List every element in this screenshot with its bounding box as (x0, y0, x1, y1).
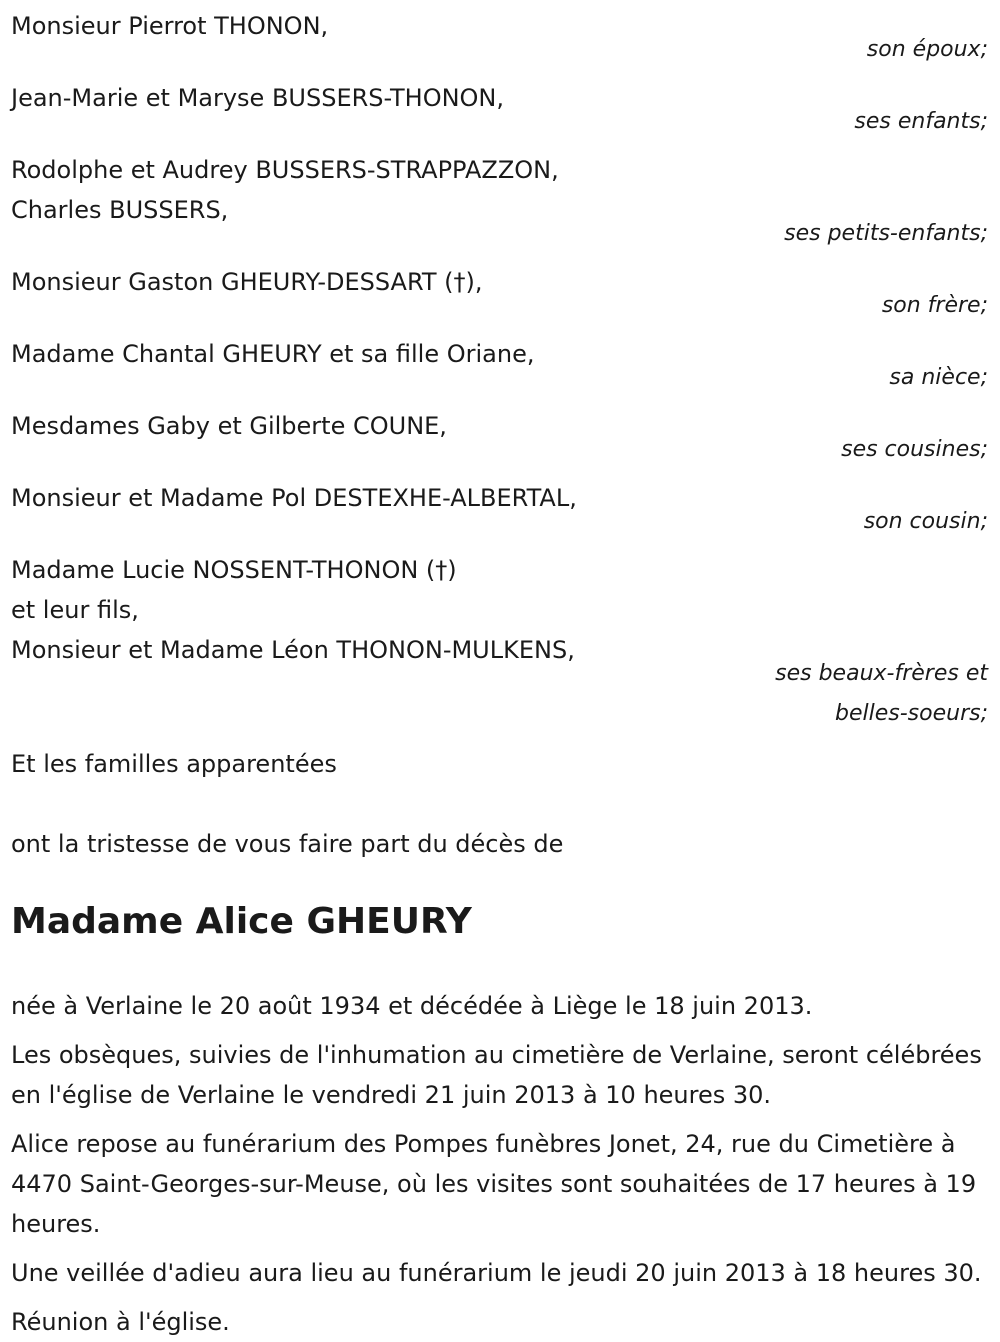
family-relation: son frère; (881, 293, 988, 318)
family-entry-cousins (11, 406, 990, 470)
funeral-paragraph: Les obsèques, suivies de l'inhumation au cimetière de Verlaine, seront célébrées en l'église de Verlaine le vendredi 21 juin 2013 à 10 heures 30. (11, 1041, 982, 1109)
family-names: Madame Lucie NOSSENT-THONON (†) et leur fils, Monsieur et Madame Léon THONON-MULKENS, (11, 556, 575, 664)
family-relation: ses beaux-frères et belles-soeurs; (775, 661, 988, 726)
family-relation: son époux; (866, 37, 988, 62)
birth-death-paragraph: née à Verlaine le 20 août 1934 et décédée à Liège le 18 juin 2013. (11, 992, 813, 1020)
family-relation: ses petits-enfants; (784, 221, 988, 246)
announcement: ont la tristesse de vous faire part du décès de (11, 830, 564, 858)
family-entry-in-laws (11, 550, 990, 734)
family-entry-grandchildren (11, 150, 990, 254)
viewing-paragraph: Alice repose au funérarium des Pompes funèbres Jonet, 24, rue du Cimetière à 4470 Saint-Georges-sur-Meuse, où les visites sont souhaitées de 17 heures à 19 heures. (11, 1130, 977, 1238)
family-entry-niece (11, 334, 990, 398)
meeting-paragraph: Réunion à l'église. (11, 1308, 230, 1336)
families-line: Et les familles apparentées (11, 750, 337, 778)
family-names: Monsieur Pierrot THONON, (11, 12, 329, 40)
family-entry-brother (11, 262, 990, 326)
family-entry-spouse (11, 6, 990, 70)
family-names: Monsieur et Madame Pol DESTEXHE-ALBERTAL, (11, 484, 577, 512)
family-relation: son cousin; (863, 509, 988, 534)
family-names: Mesdames Gaby et Gilberte COUNE, (11, 412, 447, 440)
family-names: Madame Chantal GHEURY et sa fille Oriane, (11, 340, 535, 368)
family-relation: ses cousines; (841, 437, 988, 462)
family-entry-children (11, 78, 990, 142)
family-relation: ses enfants; (854, 109, 988, 134)
family-names: Jean-Marie et Maryse BUSSERS-THONON, (11, 84, 505, 112)
family-names: Monsieur Gaston GHEURY-DESSART (†), (11, 268, 483, 296)
family-entry-cousin (11, 478, 990, 542)
deceased-name: Madame Alice GHEURY (11, 901, 472, 942)
vigil-paragraph: Une veillée d'adieu aura lieu au funérarium le jeudi 20 juin 2013 à 18 heures 30. (11, 1259, 982, 1287)
family-relation: sa nièce; (889, 365, 988, 390)
family-names: Rodolphe et Audrey BUSSERS-STRAPPAZZON, Charles BUSSERS, (11, 156, 559, 224)
